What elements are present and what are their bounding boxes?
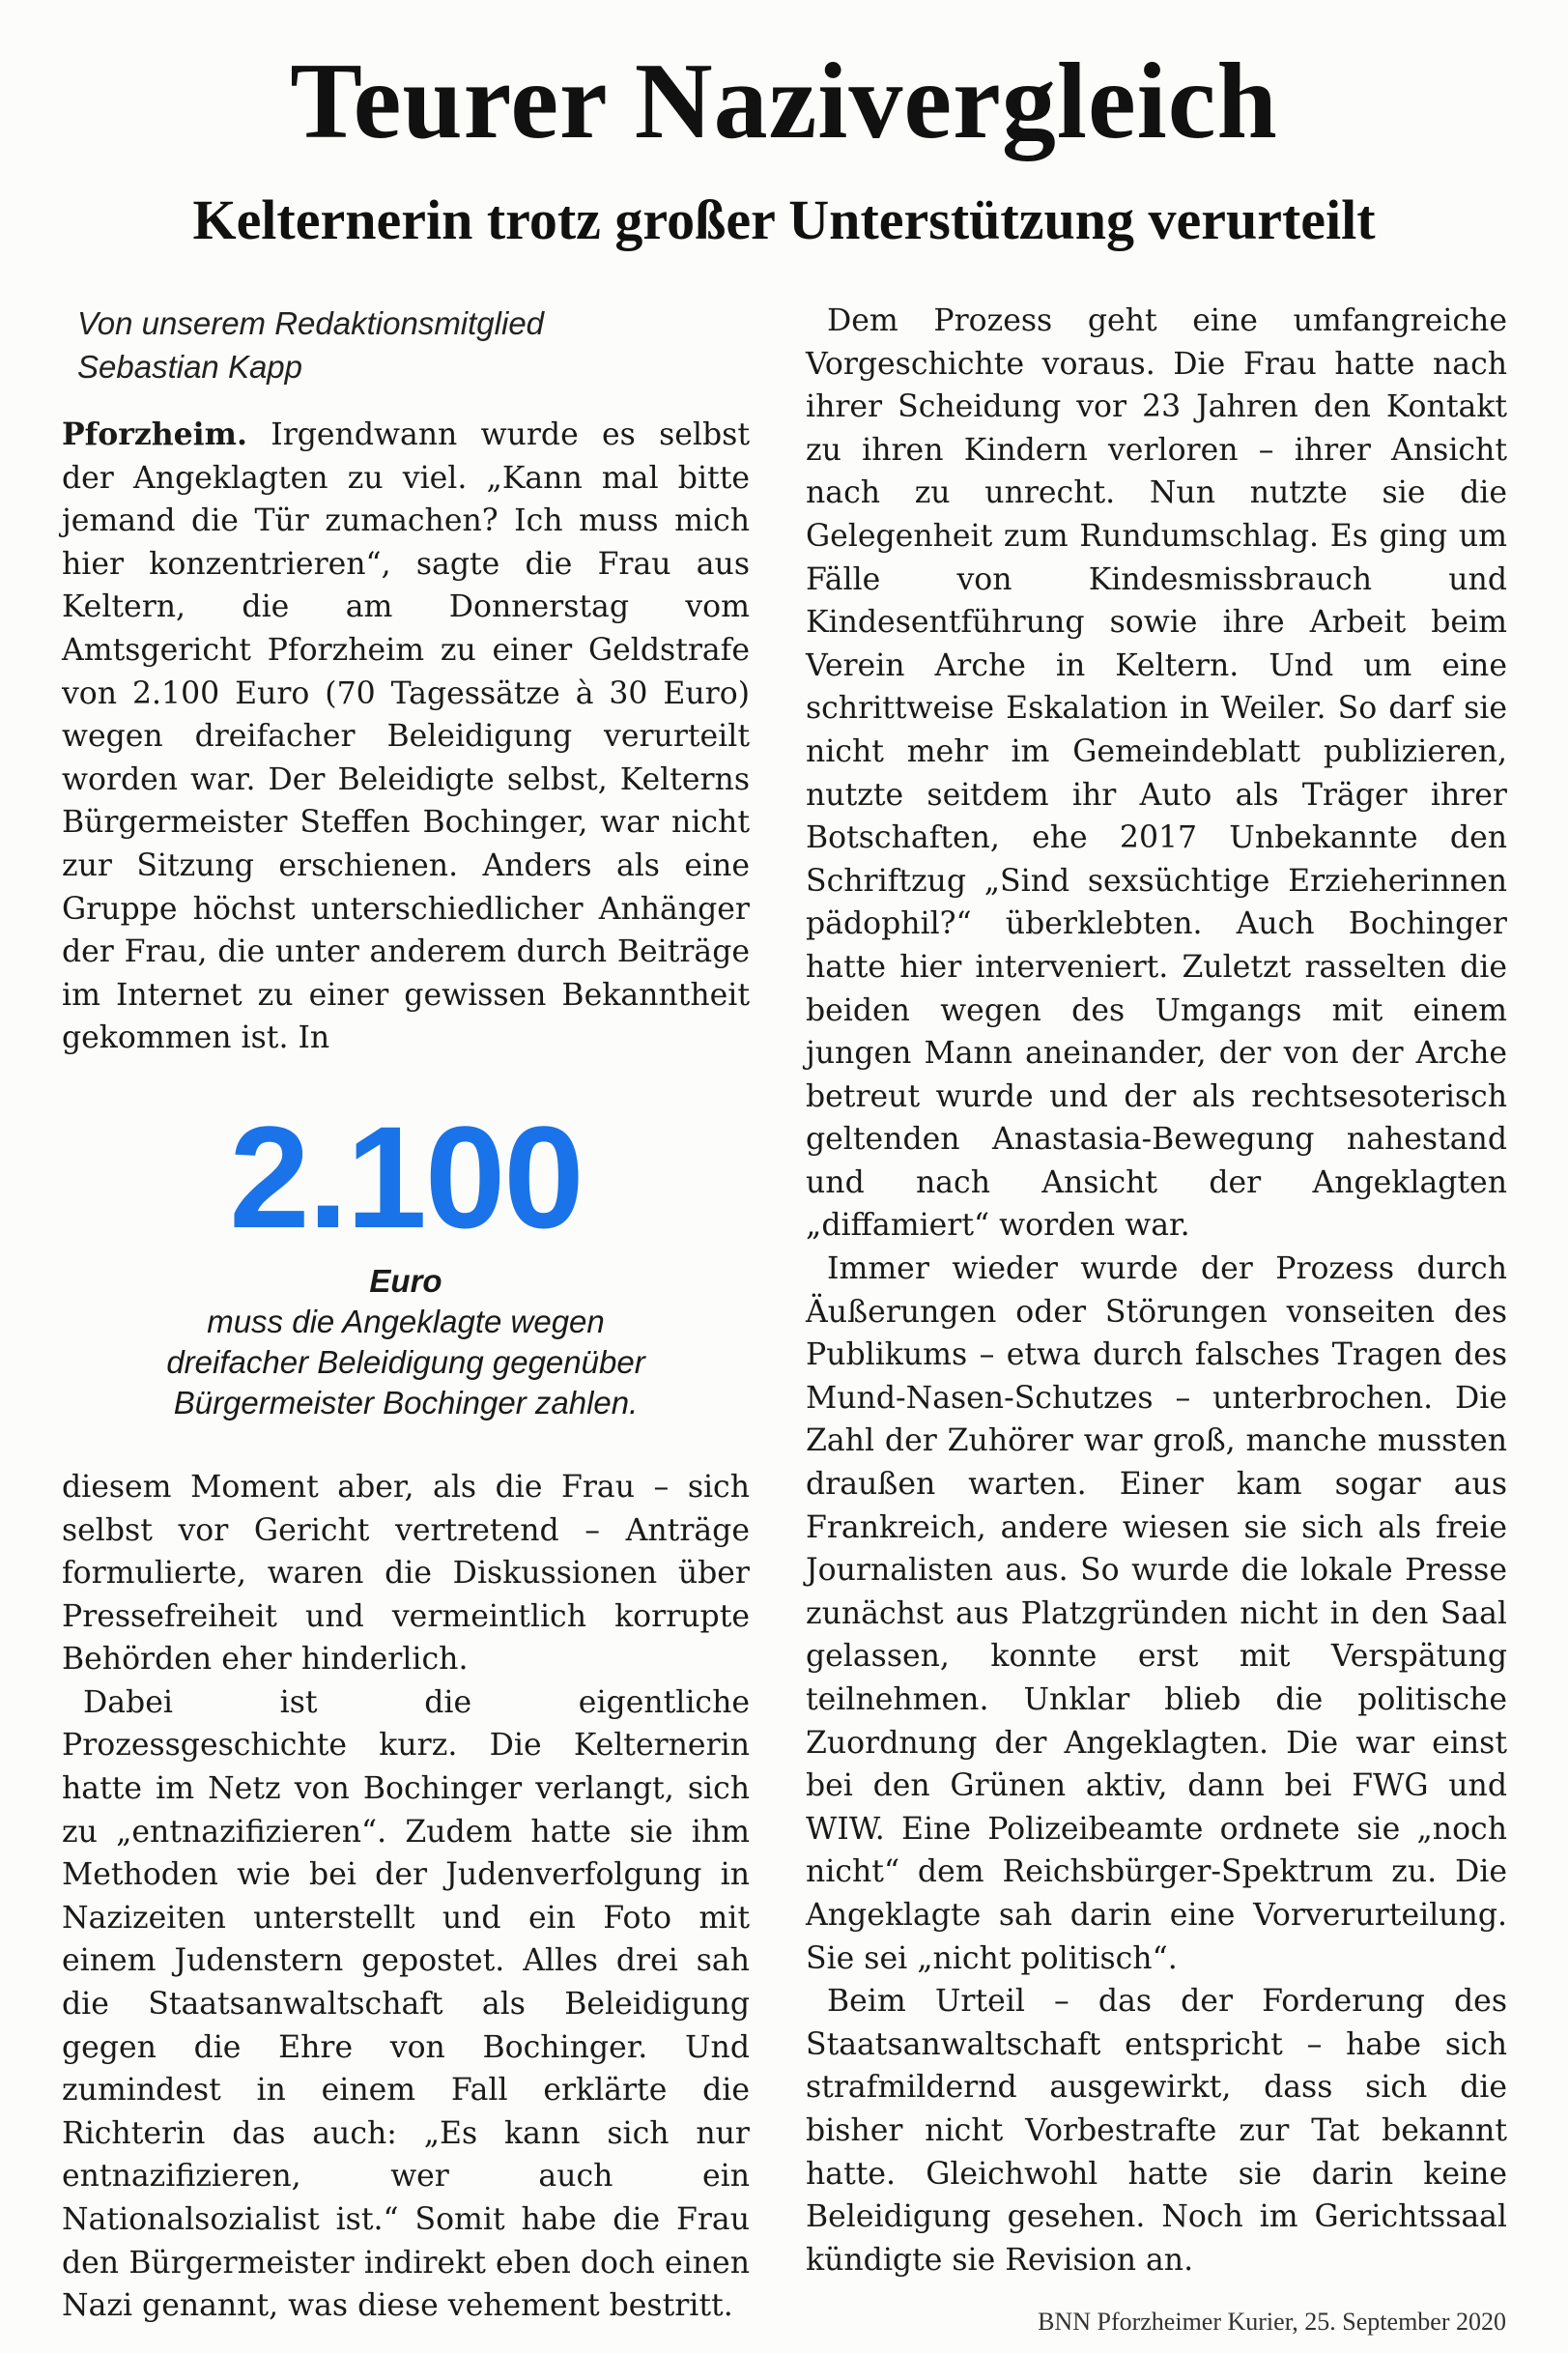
lead-paragraph <box>62 414 750 1060</box>
body-paragraph: Beim Urteil – das der Forderung des Staatsanwaltschaft entspricht – habe sich strafmildernd ausgewirkt, dass sich die bisher nicht Vorbestrafte zur Tat bekannt hatte. Gleichwohl hatte sie darin keine Beleidigung gesehen. Noch im Gerichtssaal kündigte sie Revision an. <box>806 1984 1507 2278</box>
byline-line1: Von unserem Redaktionsmitglied <box>77 305 545 341</box>
body-paragraph: Immer wieder wurde der Prozess durch Äußerungen oder Störungen vonseiten des Publikums – etwa durch falsches Tragen des Mund-Nasen-Schutzes – unterbrochen. Die Zahl der Zuhörer war groß, manche mussten draußen warten. Einer kam sogar aus Frankreich, andere wiesen sie sich als freie Journalisten aus. So wurde die lokale Presse zunächst aus Platzgründen nicht in den Saal gelassen, konnte erst mit Verspätung teilnehmen. Unklar blieb die politische Zuordnung der Angeklagten. Die war einst bei den Grünen aktiv, dann bei FWG und WIW. Eine Polizeibeamte ordnete sie „noch nicht“ dem Reichsbürger-Spektrum zu. Die Angeklagte sah darin eine Vorverurteilung. Sie sei „nicht politisch“. <box>806 1251 1507 1976</box>
byline <box>77 301 750 388</box>
right-column <box>806 300 1507 2281</box>
dateline: Pforzheim. <box>62 416 247 452</box>
fact-caption: muss die Angeklagte wegen dreifacher Beleidigung gegenüber Bürgermeister Bochinger zahlen. <box>166 1303 645 1420</box>
body-paragraph: diesem Moment aber, als die Frau – sich selbst vor Gericht vertretend – Anträge formulierte, waren die Diskussionen über Pressefreiheit und vermeintlich korrupte Behörden eher hinderlich. <box>62 1469 750 1678</box>
lead-text: Irgendwann wurde es selbst der Angeklagten zu viel. „Kann mal bitte jemand die Tür zumachen? Ich muss mich hier konzentrieren“, sagte die Frau aus Keltern, die am Donnerstag vom Amtsgericht Pforzheim zu einer Geldstrafe von 2.100 Euro (70 Tagessätze à 30 Euro) wegen dreifacher Beleidigung verurteilt worden war. Der Beleidigte selbst, Kelterns Bürgermeister Steffen Bochinger, war nicht zur Sitzung erschienen. Anders als eine Gruppe höchst unterschiedlicher Anhänger der Frau, die unter anderem durch Beiträge im Internet zu einer gewissen Bekanntheit gekommen ist. In <box>62 417 750 1056</box>
left-column <box>62 300 750 2328</box>
headline: Teurer Nazivergleich <box>290 42 1278 161</box>
fact-box <box>62 1095 750 1423</box>
fact-unit: Euro <box>369 1262 442 1299</box>
body-paragraph: Dem Prozess geht eine umfangreiche Vorgeschichte voraus. Die Frau hatte nach ihrer Scheidung vor 23 Jahren den Kontakt zu ihren Kindern verloren – ihrer Ansicht nach zu unrecht. Nun nutzte sie die Gelegenheit zum Rundumschlag. Es ging um Fälle von Kindesmissbrauch und Kindesentführung sowie ihre Arbeit beim Verein Arche in Keltern. Und um eine schrittweise Eskalation in Weiler. So darf sie nicht mehr im Gemeindeblatt publizieren, nutzte seitdem ihr Auto als Träger ihrer Botschaften, ehe 2017 Unbekannte den Schriftzug „Sind sexsüchtige Erzieherinnen pädophil?“ überklebten. Auch Bochinger hatte hier interveniert. Zuletzt rasselten die beiden wegen des Umgangs mit einem jungen Mann aneinander, der von der Arche betreut wurde und der als rechtsesoterisch geltenden Anastasia-Bewegung nahestand und nach Ansicht der Angeklagten „diffamiert“ worden war. <box>806 303 1507 1244</box>
source-line: BNN Pforzheimer Kurier, 25. September 2020 <box>1038 2308 1506 2336</box>
byline-author: Sebastian Kapp <box>77 349 303 385</box>
body-paragraph: Dabei ist die eigentliche Prozessgeschichte kurz. Die Kelternerin hatte im Netz von Bochinger verlangt, sich zu „entnazifizieren“. Zudem hatte sie ihm Methoden wie bei der Judenverfolgung in Nazizeiten unterstellt und ein Foto mit einem Judenstern gepostet. Alles drei sah die Staatsanwaltschaft als Beleidigung gegen die Ehre von Bochinger. Und zumindest in einem Fall erklärte die Richterin das auch: „Es kann sich nur entnazifizieren, wer auch ein Nationalsozialist ist.“ Somit habe die Frau den Bürgermeister indirekt eben doch einen Nazi genannt, was diese vehement bestritt. <box>62 1684 750 2324</box>
fact-number: 2.100 <box>229 1095 583 1258</box>
subheadline: Kelternerin trotz großer Unterstützung verurteilt <box>192 188 1376 251</box>
